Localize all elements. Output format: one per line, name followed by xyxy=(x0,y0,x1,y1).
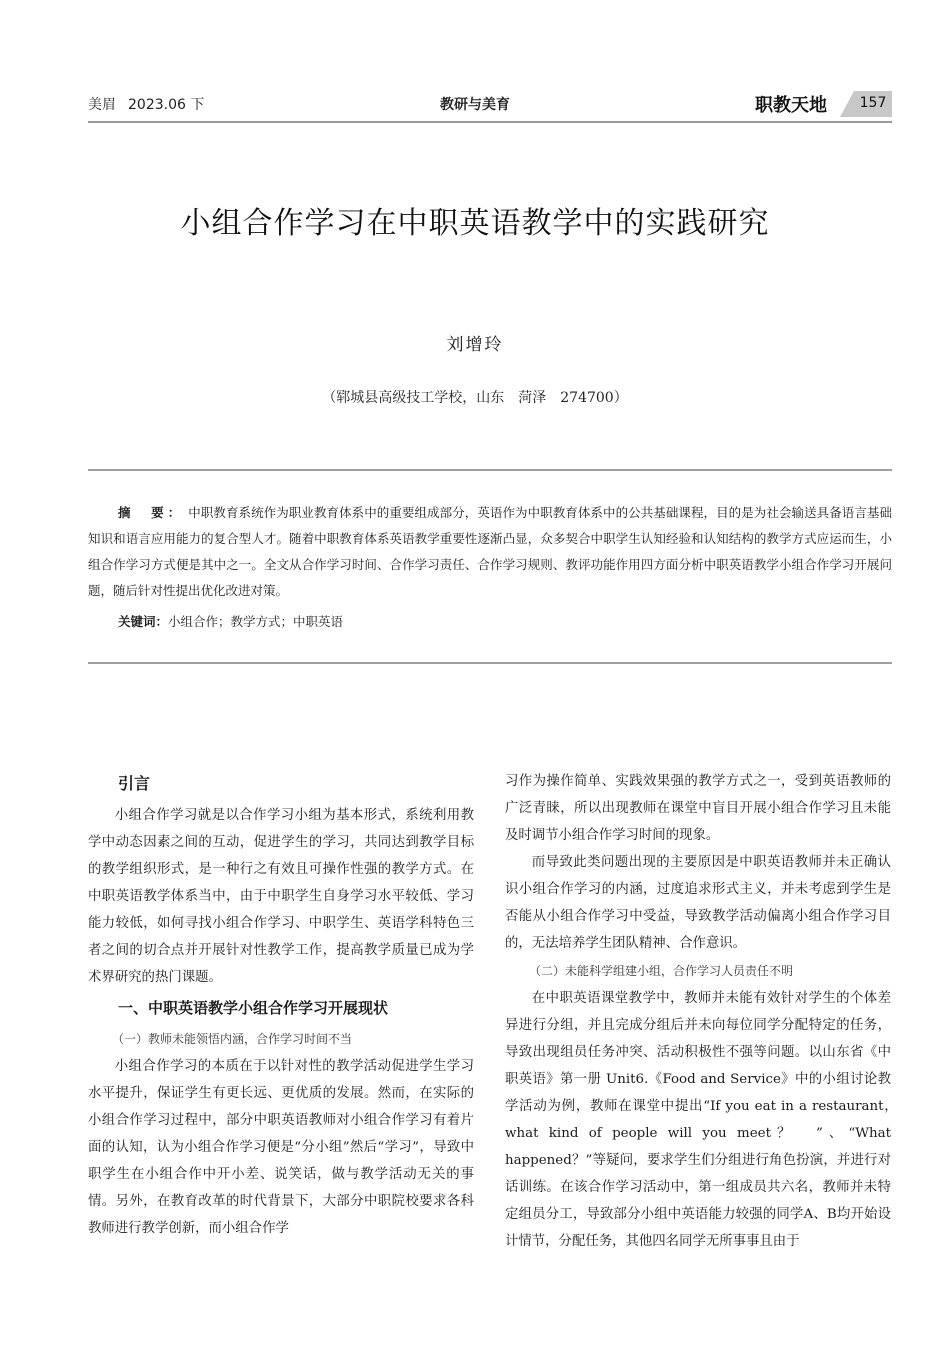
subsection-1-paragraph: 小组合作学习的本质在于以针对性的教学活动促进学生学习水平提升，保证学生有更长远、更优质的发展。然而，在实际的小组合作学习过程中，部分中职英语教师对小组合作学习有着片面的认知，认为小组合作学习便是“分小组”然后“学习”，导致中职学生在小组合作中开小差、说笑话，做与教学活动无关的事情。另外，在教育改革的时代背景下，大部分中职院校要求各科教师进行教学创新，而小组合作学 xyxy=(88,1059,474,1236)
left-column xyxy=(88,802,474,1242)
keywords-label: 关键词： xyxy=(118,614,169,629)
article-author: 刘增玲 xyxy=(446,335,504,355)
abstract-bottom-divider xyxy=(88,662,892,664)
header-journal-issue xyxy=(88,94,204,114)
keywords-text: 小组合作；教学方式；中职英语 xyxy=(168,614,344,629)
page-number: 157 xyxy=(859,95,887,111)
journal-short-name: 美眉 xyxy=(88,97,116,113)
abstract-label: 摘 要： xyxy=(118,505,185,520)
article-title: 小组合作学习在中职英语教学中的实践研究 xyxy=(180,206,770,241)
abstract-text: 中职教育系统作为职业教育体系中的重要组成部分，英语作为中职教育体系中的公共基础课程，目的是为社会输送具备语言基础知识和语言应用能力的复合型人才。随着中职教育体系英语教学重要性逐渐凸显，众多契合中职学生认知经验和认知结构的教学方式应运而生，小组合作学习方式便是其中之一。全文从合作学习时间、合作学习责任、合作学习规则、教评功能作用四方面分析中职英语教学小组合作学习开展问题，随后针对性提出优化改进对策。 xyxy=(88,505,892,598)
subsection-1-heading: （一）教师未能领悟内涵，合作学习时间不当 xyxy=(112,1032,353,1046)
continued-paragraph: 习作为操作简单、实践效果强的教学方式之一，受到英语教师的广泛青睐，所以出现教师在课堂中盲目开展小组合作学习且未能及时调节小组合作学习时间的现象。 xyxy=(505,774,891,843)
keywords xyxy=(118,612,343,632)
intro-paragraph: 小组合作学习就是以合作学习小组为基本形式，系统利用教学中动态因素之间的互动，促进学生的学习，共同达到教学目标的教学组织形式，是一种行之有效且可操作性强的教学方式。在中职英语教学体系当中，由于中职学生自身学习水平较低、学习能力较低，如何寻找小组合作学习、中职学生、英语学科特色三者之间的切合点并开展针对性教学工作，提高教学质量已成为学术界研究的热门课题。 xyxy=(88,808,474,985)
subsection-2-heading: （二）未能科学组建小组，合作学习人员责任不明 xyxy=(529,964,794,978)
header-divider xyxy=(88,121,892,123)
header-section: 教研与美育 xyxy=(440,97,510,113)
page-number-badge xyxy=(840,91,892,117)
intro-heading: 引言 xyxy=(118,774,151,793)
issue-date: 2023.06 下 xyxy=(128,97,205,113)
abstract-top-divider xyxy=(88,469,892,471)
abstract xyxy=(88,500,892,604)
author-affiliation: （郓城县高级技工学校，山东 菏泽 274700） xyxy=(322,390,628,406)
subsection-2-paragraph: 在中职英语课堂教学中，教师并未能有效针对学生的个体差异进行分组，并且完成分组后并未向每位同学分配特定的任务，导致出现组员任务冲突、活动积极性不强等问题。以山东省《中职英语》第一册 Unit6.《Food and Service》中的小组讨论教学活动为例，教师在课堂中提出“If you eat in a restaurant， what kind of people will you meet？ ”、“What happened？”等疑问，要求学生们分组进行角色扮演，并进行对话训练。在该合作学习活动中，第一组成员共六名，教师并未特定组员分工，导致部分小组中英语能力较强的同学A、B均开始设计情节，分配任务，其他四名同学无所事事且由于 xyxy=(505,991,905,1249)
header-column-name: 职教天地 xyxy=(755,95,827,116)
cause-paragraph: 而导致此类问题出现的主要原因是中职英语教师并未正确认识小组合作学习的内涵，过度追求形式主义，并未考虑到学生是否能从小组合作学习中受益，导致教学活动偏离小组合作学习目的，无法培养学生团队精神、合作意识。 xyxy=(505,855,891,951)
right-column xyxy=(505,768,905,1255)
section-1-heading: 一、中职英语教学小组合作学习开展现状 xyxy=(118,999,389,1017)
